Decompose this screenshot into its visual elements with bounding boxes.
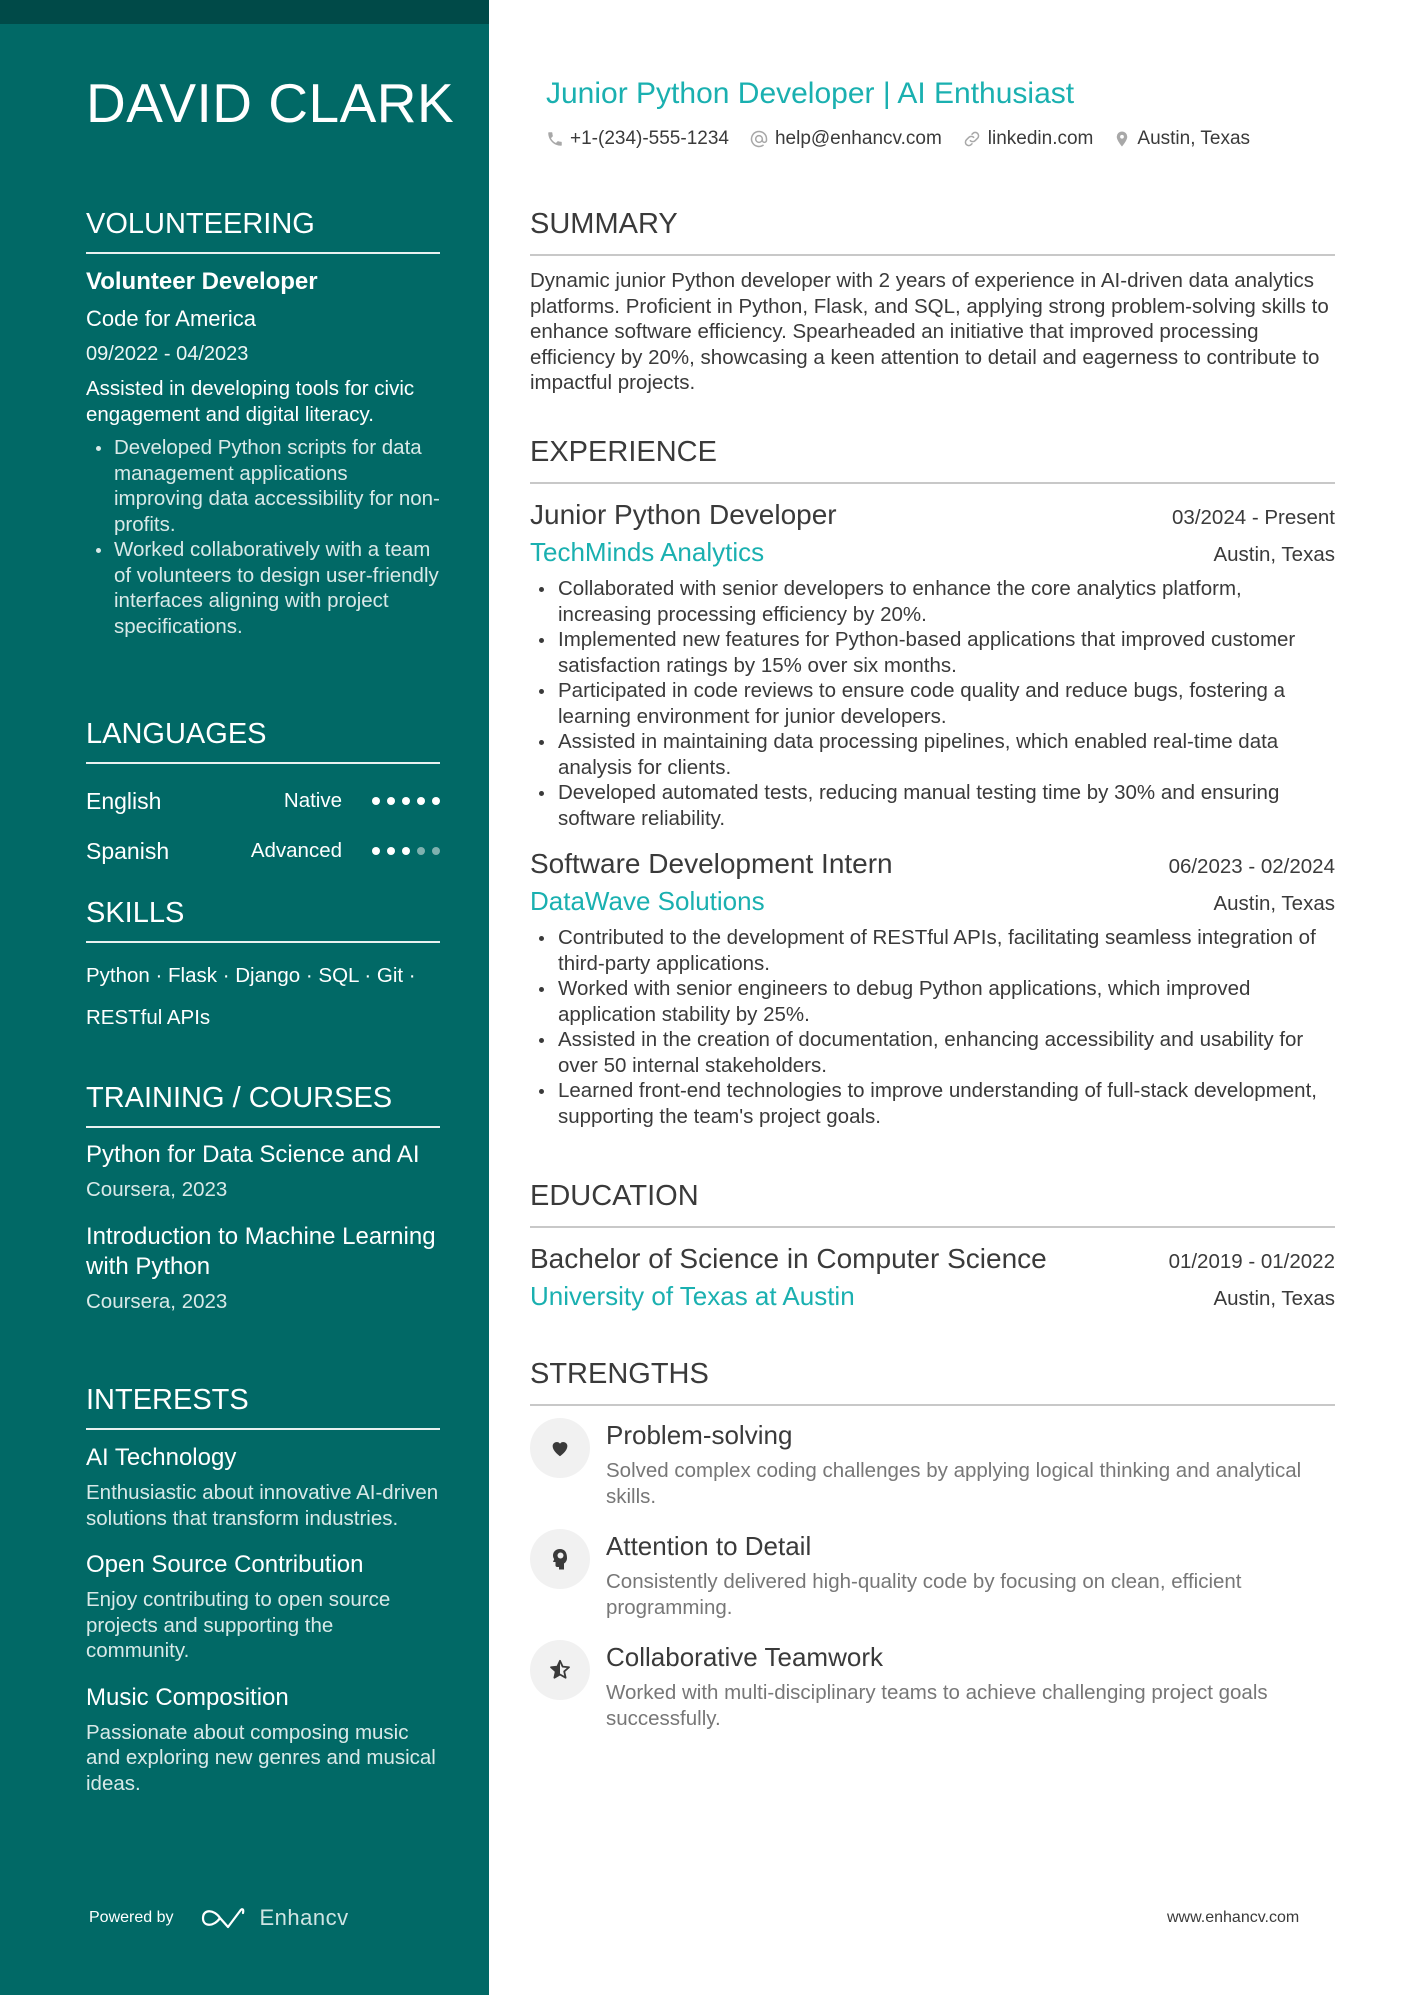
job-bullet: Learned front-end technologies to improve understanding of full-stack development, supporting the team's project goals. (530, 1078, 1335, 1129)
phone-icon (546, 130, 564, 148)
interest-item (86, 1549, 440, 1664)
job-title: Software Development Intern (530, 848, 893, 879)
school-name: University of Texas at Austin (530, 1281, 855, 1311)
heart-icon (530, 1418, 590, 1478)
interest-description: Enthusiastic about innovative AI-driven solutions that transform industries. (86, 1481, 439, 1530)
skills-line: RESTful APIs (86, 1006, 211, 1029)
website-link[interactable]: www.enhancv.com (1167, 1909, 1300, 1926)
skills-section (86, 895, 440, 1039)
education-degree-row (530, 1240, 1335, 1278)
interest-description: Enjoy contributing to open source projects and supporting the community. (86, 1588, 391, 1662)
rating-dot-filled (387, 797, 395, 805)
interest-title: Open Source Contribution (86, 1551, 364, 1578)
contact-linkedin-text: linkedin.com (987, 128, 1094, 149)
contact-email[interactable] (749, 128, 942, 150)
job-bullet: Implemented new features for Python-based applications that improved customer satisfaction ratings by 15% over six months. (530, 627, 1335, 678)
education-location: Austin, Texas (1213, 1287, 1335, 1310)
rating-dot-filled (372, 847, 380, 855)
education-section (530, 1178, 1335, 1328)
enhancv-logo[interactable] (200, 1905, 349, 1931)
education-dates: 01/2019 - 01/2022 (1168, 1250, 1335, 1273)
job-bullet: Assisted in maintaining data processing pipelines, which enabled real-time data analysis for clients. (530, 729, 1335, 780)
link-icon (962, 129, 982, 149)
summary-section (530, 206, 1335, 396)
language-name: English (86, 787, 162, 814)
contact-location-text: Austin, Texas (1137, 128, 1251, 149)
contact-location (1113, 128, 1250, 150)
volunteer-dates: 09/2022 - 04/2023 (86, 343, 249, 365)
volunteer-role: Volunteer Developer (86, 268, 318, 295)
job-bullet: Developed automated tests, reducing manual testing time by 30% and ensuring software reliability. (530, 780, 1335, 831)
language-level: Native (283, 789, 342, 812)
summary-text: Dynamic junior Python developer with 2 years of experience in AI-driven data analytics platforms. Proficient in Python, Flask, and SQL, applying strong problem-solving skills to enhance software efficiency. Spearheaded an initiative that improved processing efficiency by 20%, showcasing a keen attention to detail and eagerness to contribute to impactful projects. (530, 269, 1329, 394)
training-section (86, 1080, 440, 1334)
job-location: Austin, Texas (1213, 892, 1335, 915)
language-rating-dots (372, 797, 440, 805)
company-name: DataWave Solutions (530, 886, 765, 916)
strength-text (606, 1640, 1335, 1731)
job-bullet: Assisted in the creation of documentation, enhancing accessibility and usability for over 50 internal stakeholders. (530, 1027, 1335, 1078)
skills-list (86, 955, 440, 1039)
contact-linkedin[interactable] (962, 128, 1094, 150)
experience-title-row (530, 845, 1335, 883)
rating-dot-empty (417, 847, 425, 855)
strength-text (606, 1418, 1335, 1509)
strength-title: Attention to Detail (606, 1531, 812, 1561)
experience-section (530, 434, 1335, 1143)
strength-title: Collaborative Teamwork (606, 1642, 883, 1672)
section-heading-languages: LANGUAGES (86, 716, 440, 764)
strength-title: Problem-solving (606, 1420, 793, 1450)
job-title: Junior Python Developer (530, 499, 837, 530)
language-name: Spanish (86, 837, 170, 864)
section-heading-education: EDUCATION (530, 1178, 1335, 1228)
contact-phone[interactable] (546, 128, 729, 150)
contact-email-text: help@enhancv.com (774, 128, 942, 149)
course-meta: Coursera, 2023 (86, 1178, 228, 1201)
section-heading-volunteering: VOLUNTEERING (86, 206, 440, 254)
course-title: Python for Data Science and AI (86, 1141, 420, 1168)
section-heading-experience: EXPERIENCE (530, 434, 1335, 484)
rating-dot-empty (432, 847, 440, 855)
experience-company-row (530, 534, 1335, 570)
rating-dot-filled (432, 797, 440, 805)
strengths-section (530, 1356, 1335, 1751)
experience-entry (530, 496, 1335, 831)
volunteer-bullets (86, 435, 440, 639)
section-heading-strengths: STRENGTHS (530, 1356, 1335, 1406)
contact-phone-text: +1-(234)-555-1234 (570, 128, 729, 149)
language-row-english (86, 776, 440, 826)
education-entry (530, 1240, 1335, 1314)
powered-by-footer (89, 1905, 349, 1931)
enhancv-logo-icon (200, 1905, 246, 1931)
course-item (86, 1140, 440, 1204)
strength-description: Worked with multi-disciplinary teams to achieve challenging project goals successfully. (606, 1681, 1268, 1730)
course-title: Introduction to Machine Learning with Python (86, 1223, 436, 1280)
experience-company-row (530, 883, 1335, 919)
contact-info (546, 128, 1250, 150)
star-half-icon (530, 1640, 590, 1700)
interest-title: Music Composition (86, 1683, 289, 1711)
strength-item (530, 1640, 1335, 1731)
experience-title-row (530, 496, 1335, 534)
job-headline: Junior Python Developer | AI Enthusiast (546, 77, 1075, 110)
powered-by-label: Powered by (89, 1909, 174, 1926)
job-bullet: Participated in code reviews to ensure code quality and reduce bugs, fostering a learning environment for junior developers. (530, 678, 1335, 729)
sidebar (0, 0, 489, 1995)
interest-item (86, 1682, 440, 1797)
interests-section (86, 1382, 440, 1814)
language-rating-dots (372, 847, 440, 855)
rating-dot-filled (417, 797, 425, 805)
rating-dot-filled (402, 847, 410, 855)
location-pin-icon (1113, 129, 1131, 149)
job-bullet: Collaborated with senior developers to enhance the core analytics platform, increasing processing efficiency by 20%. (530, 576, 1335, 627)
rating-dot-filled (372, 797, 380, 805)
interest-title: AI Technology (86, 1444, 237, 1471)
volunteer-bullet: Worked collaboratively with a team of volunteers to design user-friendly interfaces aligning with project specifications. (96, 537, 440, 639)
job-dates: 06/2023 - 02/2024 (1168, 855, 1335, 878)
sidebar-top-band (0, 0, 489, 24)
job-location: Austin, Texas (1213, 543, 1335, 566)
section-heading-summary: SUMMARY (530, 206, 1335, 256)
volunteer-organization: Code for America (86, 306, 256, 331)
volunteering-section (86, 206, 440, 639)
strength-description: Consistently delivered high-quality code by focusing on clean, efficient programming. (606, 1570, 1242, 1619)
enhancv-logo-text: Enhancv (259, 1905, 349, 1930)
strength-item (530, 1529, 1335, 1620)
course-meta: Coursera, 2023 (86, 1290, 228, 1313)
education-school-row (530, 1278, 1335, 1314)
job-bullet: Contributed to the development of RESTful APIs, facilitating seamless integration of third-party applications. (530, 925, 1335, 976)
job-bullet: Worked with senior engineers to debug Python applications, which improved application stability by 25%. (530, 976, 1335, 1027)
language-row-spanish (86, 826, 440, 876)
strength-text (606, 1529, 1335, 1620)
at-icon (749, 129, 769, 149)
section-heading-skills: SKILLS (86, 895, 440, 943)
section-heading-interests: INTERESTS (86, 1382, 440, 1430)
language-level: Advanced (250, 839, 342, 862)
company-name: TechMinds Analytics (530, 537, 765, 567)
rating-dot-filled (387, 847, 395, 855)
degree-title: Bachelor of Science in Computer Science (530, 1243, 1047, 1274)
head-lightbulb-icon (530, 1529, 590, 1589)
strength-description: Solved complex coding challenges by applying logical thinking and analytical skills. (606, 1459, 1302, 1508)
rating-dot-filled (402, 797, 410, 805)
interest-description: Passionate about composing music and exploring new genres and musical ideas. (86, 1720, 436, 1795)
volunteer-description: Assisted in developing tools for civic engagement and digital literacy. (86, 377, 415, 426)
interest-item (86, 1442, 440, 1531)
section-heading-training: TRAINING / COURSES (86, 1080, 440, 1128)
skills-line: Python · Flask · Django · SQL · Git · (86, 964, 416, 987)
strength-item (530, 1418, 1335, 1509)
job-dates: 03/2024 - Present (1172, 506, 1335, 529)
job-bullets (530, 576, 1335, 831)
volunteer-bullet: Developed Python scripts for data management applications improving data accessibility for non-profits. (96, 435, 440, 537)
course-item (86, 1222, 440, 1316)
job-bullets (530, 925, 1335, 1129)
languages-section (86, 716, 440, 876)
candidate-name: DAVID CLARK (86, 72, 455, 134)
experience-entry (530, 845, 1335, 1129)
